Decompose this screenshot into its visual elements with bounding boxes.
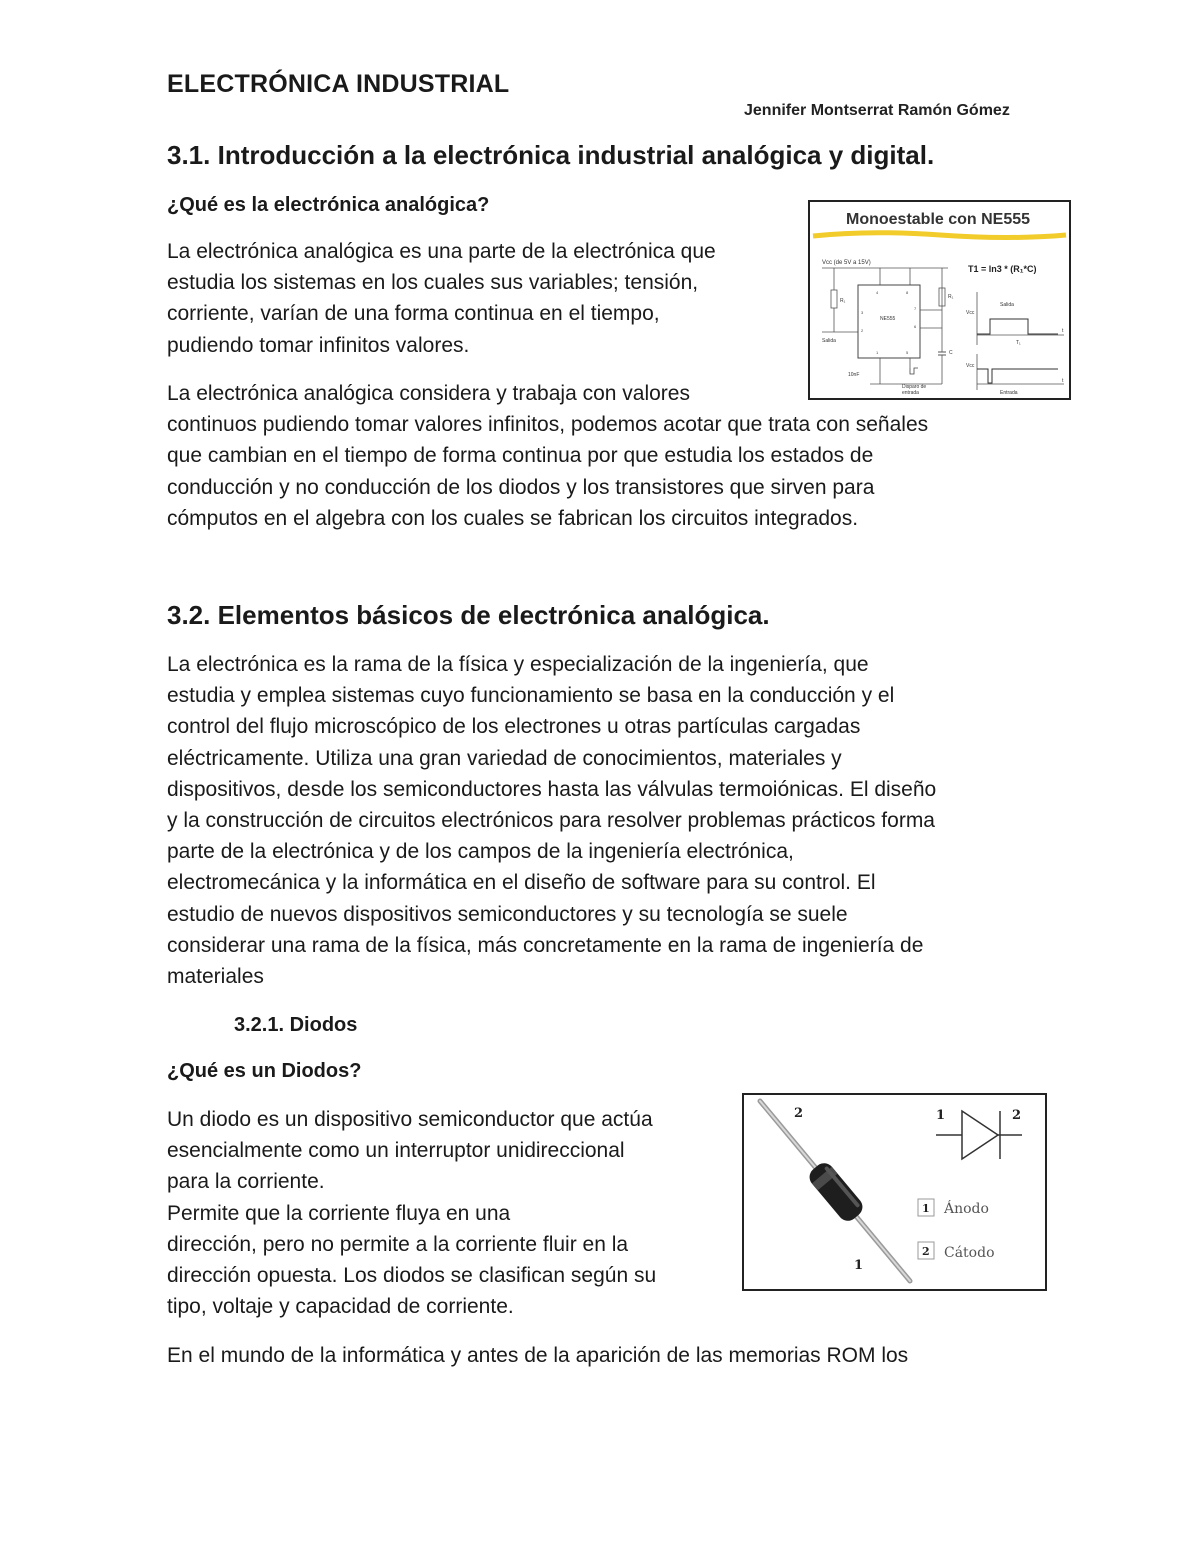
- text-line: parte de la electrónica y de los campos de la ingeniería electrónica,: [167, 840, 794, 864]
- wave-label: Entrada: [1000, 390, 1018, 396]
- text-line: cómputos en el algebra con los cuales se fabrican los circuitos integrados.: [167, 506, 859, 530]
- chip-label: NE555: [880, 316, 896, 322]
- text-line: esencialmente como un interruptor unidireccional: [167, 1139, 625, 1163]
- highlight-stroke: [813, 233, 1066, 238]
- ne555-circuit-diagram: [810, 202, 1069, 398]
- pin-label: 3: [861, 310, 864, 315]
- text-line: estudio de nuevos dispositivos semiconductores y su tecnología se suele: [167, 902, 848, 926]
- text-line: tipo, voltaje y capacidad de corriente.: [167, 1295, 514, 1319]
- section-3-2-paragraph: [167, 649, 936, 992]
- legend-item-anode: [918, 1199, 989, 1217]
- output-waveform: [977, 319, 1058, 334]
- diode-illustration: [744, 1095, 1045, 1289]
- document-title: ELECTRÓNICA INDUSTRIAL: [167, 70, 510, 98]
- trigger-label-2: entrada: [902, 390, 919, 396]
- resistor-right-label: R₁: [948, 294, 954, 300]
- axis-label: t: [1062, 378, 1064, 384]
- legend-label: Cátodo: [944, 1245, 995, 1261]
- pin-label: 2: [861, 328, 864, 333]
- text-line: electromecánica y la informática en el diseño de software para su control. El: [167, 871, 876, 895]
- section-3-1-heading: 3.1. Introducción a la electrónica industrial analógica y digital.: [167, 140, 935, 170]
- lead-top-label: 2: [794, 1106, 804, 1121]
- text-line: corriente, varían de una forma continua en el tiempo,: [167, 302, 660, 326]
- pin-label: 1: [876, 350, 879, 355]
- text-line: materiales: [167, 965, 264, 989]
- diode-body: [805, 1159, 866, 1225]
- pin-label: 6: [914, 324, 917, 329]
- trigger-label: Disparo de: [902, 384, 927, 390]
- symbol-anode-label: 1: [936, 1108, 946, 1123]
- resistor-left: [831, 290, 837, 308]
- section-3-2-1-continuation: [167, 1340, 908, 1371]
- pin-label: 8: [906, 290, 909, 295]
- pin-label: 7: [914, 306, 917, 311]
- text-line: Un diodo es un dispositivo semiconductor que actúa: [167, 1108, 653, 1131]
- text-line: que cambian en el tiempo de forma continua por que estudia los estados de: [167, 444, 874, 468]
- formula-label: T1 = ln3 * (R₁*C): [968, 264, 1037, 274]
- text-line: La electrónica analógica considera y trabaja con valores: [167, 382, 690, 405]
- pin-label: 4: [876, 290, 879, 295]
- author-name: Jennifer Montserrat Ramón Gómez: [744, 102, 1010, 119]
- legend-num: 1: [922, 1202, 930, 1215]
- text-line: estudia y emplea sistemas cuyo funcionamiento se basa en la conducción y el: [167, 684, 895, 708]
- lead-bottom-label: 1: [854, 1258, 864, 1273]
- wave-label: Salida: [1000, 302, 1014, 308]
- axis-label: t: [1062, 328, 1064, 334]
- section-3-1-paragraph-1: [167, 236, 716, 361]
- text-line: para la corriente.: [167, 1170, 325, 1194]
- pin-label: 5: [906, 350, 909, 355]
- text-line: y la construcción de circuitos electrónicos para resolver problemas prácticos forma: [167, 809, 935, 833]
- output-label: Salida: [822, 338, 836, 344]
- legend-label: Ánodo: [944, 1201, 989, 1217]
- section-3-1-paragraph-2: [167, 378, 928, 534]
- section-3-1-question: ¿Qué es la electrónica analógica?: [167, 194, 490, 216]
- cap-value-label: 10nF: [848, 372, 860, 378]
- legend-item-cathode: [918, 1242, 995, 1261]
- text-line: conducción y no conducción de los diodos y los transistores que sirven para: [167, 475, 875, 499]
- text-line: dirección, pero no permite a la corriente fluir en la: [167, 1232, 629, 1256]
- legend-num: 2: [922, 1245, 930, 1258]
- text-line: control del flujo microscópico de los electrones u otras partículas cargadas: [167, 715, 861, 739]
- input-waveform: [977, 369, 1058, 383]
- text-line: dispositivos, desde los semiconductores hasta las válvulas termoiónicas. El diseño: [167, 777, 937, 801]
- text-line: La electrónica analógica es una parte de la electrónica que: [167, 240, 716, 263]
- text-line: continuos pudiendo tomar valores infinitos, podemos acotar que trata con señales: [167, 413, 929, 437]
- axis-label: Vcc: [966, 363, 975, 369]
- text-line: estudia los sistemas en los cuales sus variables; tensión,: [167, 271, 699, 295]
- axis-label: Vcc: [966, 310, 975, 316]
- section-3-2-1-question: ¿Qué es un Diodos?: [167, 1060, 362, 1082]
- section-3-2-1-paragraph: [167, 1104, 656, 1322]
- text-line: La electrónica es la rama de la física y especialización de la ingeniería, que: [167, 653, 869, 676]
- diode-figure: [742, 1093, 1047, 1291]
- t1-label: T₁: [1016, 340, 1021, 346]
- ne555-figure: [808, 200, 1071, 400]
- figure-title: Monoestable con NE555: [846, 211, 1031, 228]
- section-3-2-1-heading: 3.2.1. Diodos: [234, 1014, 358, 1036]
- capacitor-label: C: [949, 350, 953, 356]
- text-line: considerar una rama de la física, más concretamente en la rama de ingeniería de: [167, 933, 924, 957]
- text-line: dirección opuesta. Los diodos se clasifican según su: [167, 1264, 657, 1288]
- text-line: eléctricamente. Utiliza una gran variedad de conocimientos, materiales y: [167, 746, 842, 770]
- text-line: Permite que la corriente fluya en una: [167, 1201, 511, 1225]
- section-3-2-heading: 3.2. Elementos básicos de electrónica analógica.: [167, 600, 770, 630]
- symbol-cathode-label: 2: [1012, 1108, 1022, 1123]
- text-line: En el mundo de la informática y antes de la aparición de las memorias ROM los: [167, 1344, 909, 1367]
- vcc-label: Vcc (de 5V a 15V): [822, 260, 871, 266]
- resistor-left-label: R₁: [840, 298, 846, 304]
- text-line: pudiendo tomar infinitos valores.: [167, 333, 470, 357]
- diode-symbol-icon: [936, 1111, 1022, 1159]
